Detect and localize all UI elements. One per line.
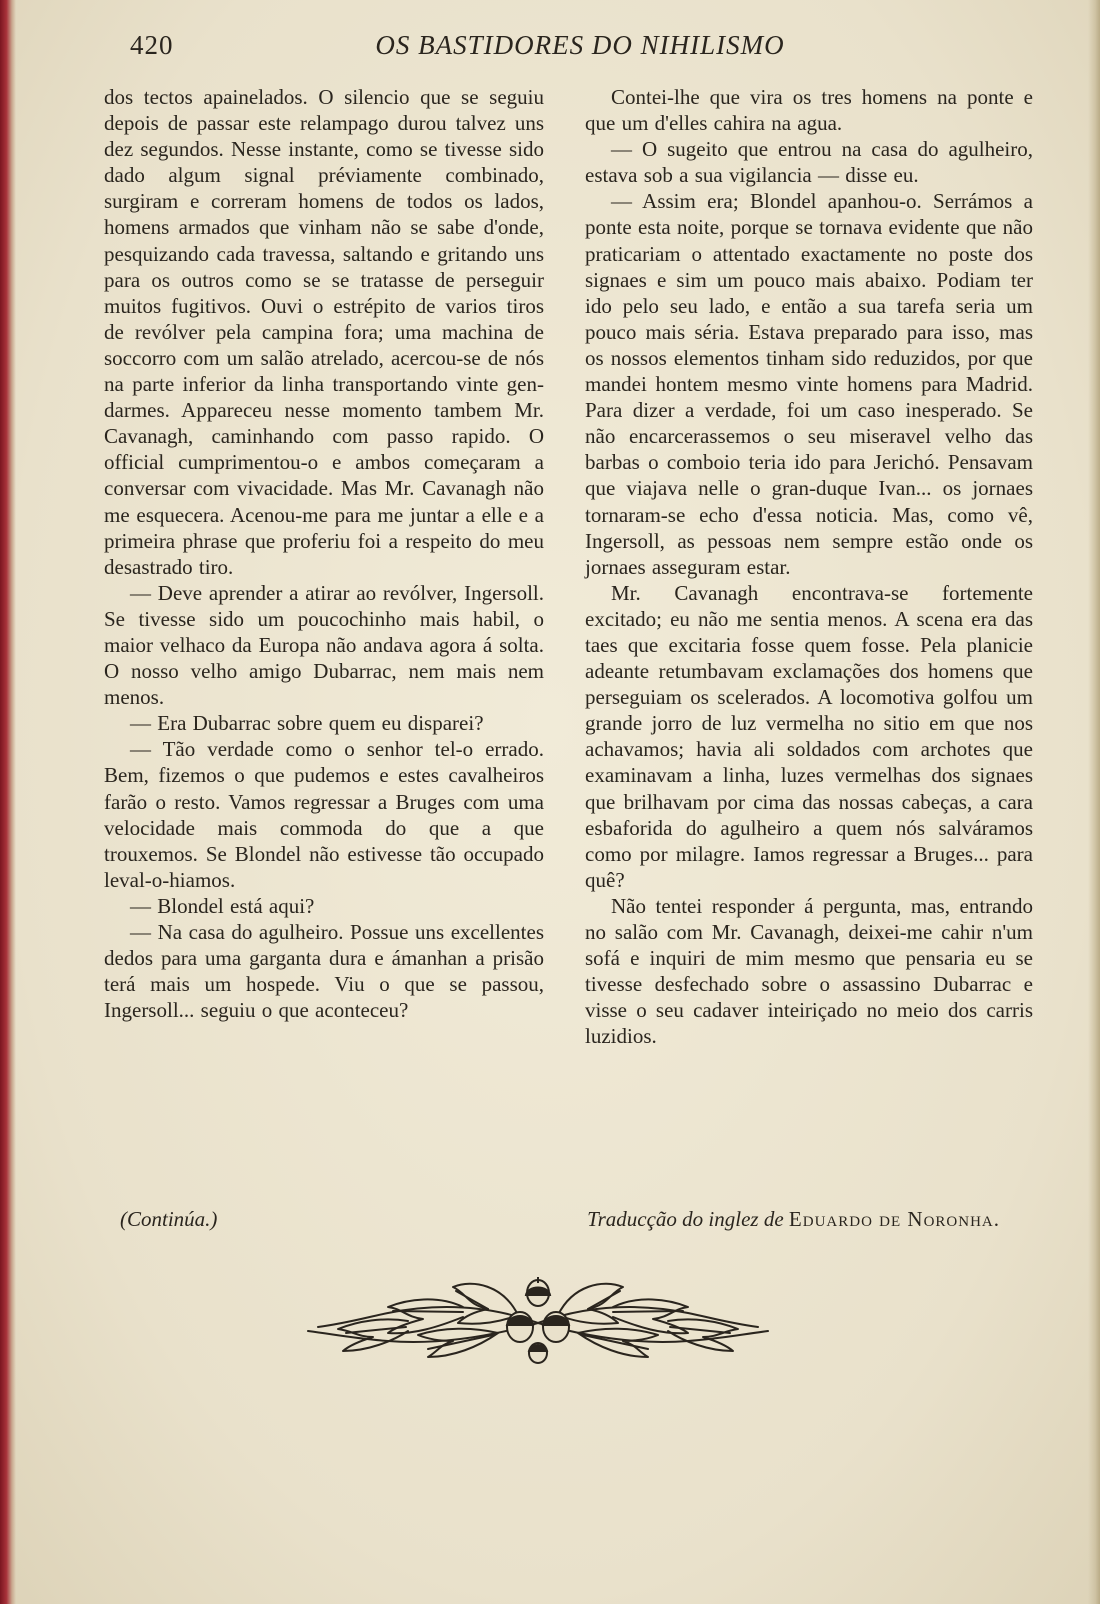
page-number: 420 xyxy=(130,30,174,60)
oak-leaves-acorns-ornament-icon xyxy=(288,1265,788,1375)
paragraph: Contei-lhe que vira os tres homens na ponte e que um d'elles cahira na agua. xyxy=(585,85,1033,136)
credit-prefix: Traducção do inglez de xyxy=(587,1207,784,1231)
page-binding-edge xyxy=(0,0,16,1604)
left-text-column xyxy=(104,84,544,1023)
translator-name: Eduardo de Noronha. xyxy=(788,1207,1000,1231)
right-text-column xyxy=(585,84,1033,1049)
translation-credit xyxy=(520,1207,1000,1232)
paragraph: — Deve aprender a atirar ao revólver, Ingersoll. Se tivesse sido um poucochinho mais habil, o maior velhaco da Europa não andava agora á solta. O nosso velho amigo Dubarrac, nem mais nem menos. xyxy=(104,580,544,710)
paragraph: — Era Dubarrac sobre quem eu disparei? xyxy=(130,711,484,736)
paragraph: Mr. Cavanagh encontrava-se fortemente excitado; eu não me sentia menos. A scena era das taes que excitaria fosse quem fosse. Pela planicie adeante retumbavam exclamações dos homens que perseguiam os scelerados. A locomotiva golfou um grande jorro de luz vermelha no sitio em que nos achavamos; havia ali soldados com archotes que examinavam a linha, luzes vermelhas dos signaes que brilhavam por cima das nossas cabeças, a cara esbaforida do agulheiro a quem nós salváramos como por milagre. Iamos regressar a Bruges... para quê? xyxy=(585,580,1033,892)
continued-note: (Continúa.) xyxy=(120,1207,218,1231)
page-right-edge xyxy=(1088,0,1100,1604)
paragraph: — Assim era; Blondel apanhou-o. Serrámos a ponte esta noite, porque se tornava evidente que não praticariam o attentado exactamente no poste dos signaes e sim um pouco mais abaixo. Podiam ter ido pelo seu lado, e então a sua tarefa seria um pouco mais séria. Estava preparado para isso, mas os nossos elementos tinham sido reduzidos, por que mandei hontem mesmo vinte homens para Madrid. Para dizer a verdade, foi um caso inesperado. Se não encarcerassemos o seu miseravel velho das barbas o comboio teria ido para Jerichó. Pensavam que viajava nelle o gran-duque Ivan... os jornaes tornaram-se echo d'essa noticia. Mas, como vê, Ingersoll, as pessoas nem sempre estão onde os jornaes asseguram estar. xyxy=(585,189,1033,579)
paragraph: dos tectos apainelados. O silencio que se seguiu depois de passar este relampago durou talvez uns dez segundos. Nesse instante, como se tivesse sido dado algum signal préviamente combinado, surgiram e correram homens de todos os lados, homens armados que vinham não se sabe d'onde, pesquizando cada travessa, saltando e gritando uns para os outros como se se tratasse de perseguir muitos fugitivos. Ouvi o estrépito de varios tiros de revólver pela campina fora; uma machina de soccorro com um salão atrelado, acercou-se de nós na parte inferior da linha transportando vinte gendarmes. Appareceu nesse momento tambem Mr. Cavanagh, caminhando com passo rapido. O official cumprimentou-o e ambos começaram a conversar com vivacidade. Mas Mr. Cavanagh não me esquecera. Acenou-me para me juntar a elle e a primeira phrase que proferiu foi a respeito do meu desastrado tiro. xyxy=(104,85,544,579)
paragraph: — Na casa do agulheiro. Possue uns excellentes dedos para uma garganta dura e ámanhan a prisão terá mais um hospede. Viu o que se passou, Ingersoll... seguiu o que aconteceu? xyxy=(104,920,544,1023)
paragraph: — Blondel está aqui? xyxy=(130,893,315,918)
paragraph: — O sugeito que entrou na casa do agulheiro, estava sob a sua vigilancia — disse eu. xyxy=(585,137,1033,188)
paragraph: Não tentei responder á pergunta, mas, entrando no salão com Mr. Cavanagh, deixei-me cahir n'um sofá e inquiri de mim mesmo que pensaria eu se tivesse desfechado sobre o assassino Dubarrac e visse o seu cadaver inteiriçado no meio dos carris luzidios. xyxy=(585,893,1033,1049)
running-title: OS BASTIDORES DO NIHILISMO xyxy=(375,30,785,60)
paragraph: — Tão verdade como o senhor tel-o errado. Bem, fizemos o que pudemos e estes cavalheiros farão o resto. Vamos regressar a Bruges com uma velocidade mais commoda do que a que trouxemos. Se Blondel não estivesse tão occupado leval-o-hiamos. xyxy=(104,737,544,892)
